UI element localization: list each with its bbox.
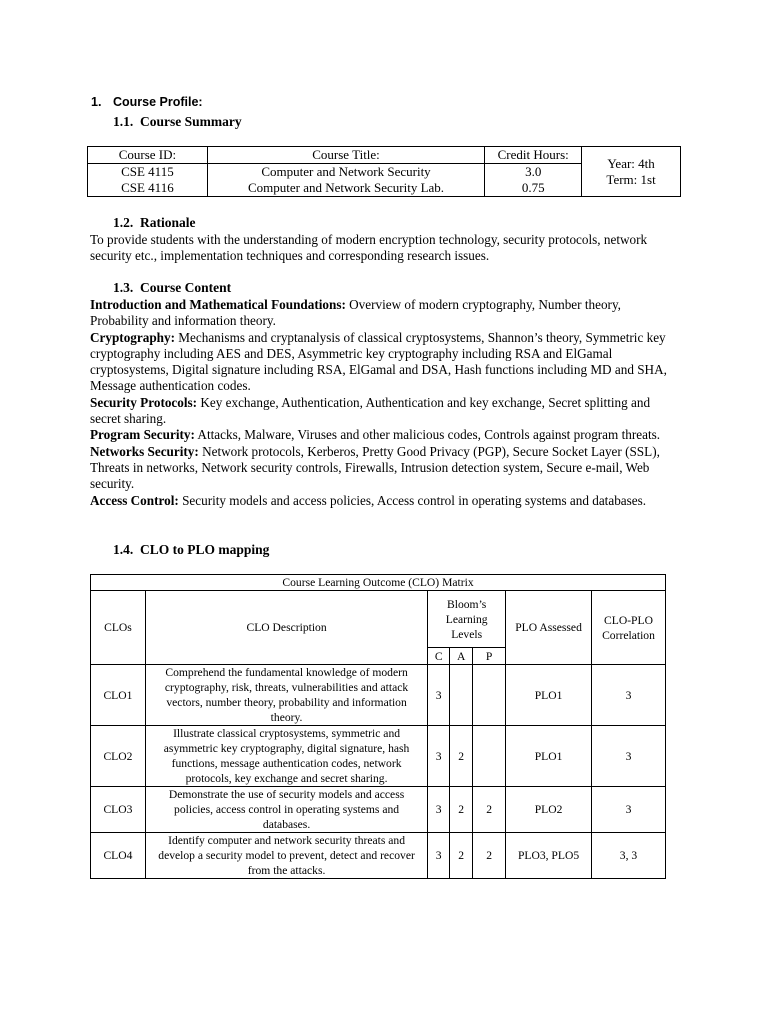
clo-description-cell: Illustrate classical cryptosystems, symmetric and asymmetric key cryptography, digital signature, hash functions, message authentication codes, network protocols, key exchange and secret sharing. [145,726,427,787]
correlation-cell: 3 [591,726,665,787]
header-clo-plo-correlation: CLO-PLO Correlation [591,591,665,665]
subsection-number: 1.3. [113,280,134,295]
header-course-id: Course ID: [88,147,208,164]
section-heading-course-profile [91,94,203,110]
subsection-title: CLO to PLO mapping [140,542,270,557]
rationale-text: To provide students with the understanding of modern encryption technology, security protocols, network security etc., implementation techniques and corresponding research issues. [90,232,648,264]
clo-matrix-table [90,574,666,879]
content-item-text: Mechanisms and cryptanalysis of classical cryptosystems, Shannon’s theory, Symmetric key cryptography including AES and DES, Asymmetric key cryptography including RSA and ElGamal cryptosystems, Digital signature including RSA, ElGamal and DSA, Hash functions including MD and SHA, Message authentication codes. [90,329,667,394]
content-item-label: Networks Security: [90,443,199,459]
content-item [90,444,682,493]
content-item-text: Overview of modern cryptography, Number theory, Probability and information theory. [90,297,621,329]
level-c-cell: 3 [428,833,450,879]
correlation-cell: 3 [591,665,665,726]
subsection-number: 1.2. [113,215,134,230]
table-row [91,665,666,726]
section-title: Course Profile: [113,95,203,109]
level-a-cell [450,665,473,726]
plo-assessed-cell: PLO1 [506,665,592,726]
clo-id-cell: CLO4 [91,833,146,879]
plo-assessed-cell: PLO2 [506,787,592,833]
header-clo-description: CLO Description [145,591,427,665]
clo-description-cell: Demonstrate the use of security models and access policies, access control in operating systems and databases. [145,787,427,833]
subsection-title: Rationale [140,215,196,230]
table-row [91,726,666,787]
content-item-label: Cryptography: [90,329,175,345]
correlation-cell: 3 [591,787,665,833]
content-item [90,297,682,330]
content-item [90,330,682,395]
subsection-heading-clo-plo-mapping [113,542,269,558]
matrix-title-row [91,575,666,591]
header-clos: CLOs [91,591,146,665]
content-item-text: Security models and access policies, Access control in operating systems and databases. [178,492,647,508]
subsection-number: 1.4. [113,542,134,557]
course-title-cell: Computer and Network Security [207,164,484,181]
level-c-cell: 3 [428,726,450,787]
course-title-cell: Computer and Network Security Lab. [207,180,484,197]
content-item-text: Network protocols, Kerberos, Pretty Good Privacy (PGP), Secure Socket Layer (SSL), Threats in networks, Network security controls, Firewalls, Intrusion detection system, Secure e-mail, Web security. [90,443,660,492]
course-id-cell: CSE 4116 [88,180,208,197]
subsection-number: 1.1. [113,114,134,129]
content-item-label: Introduction and Mathematical Foundations: [90,297,346,312]
course-id-cell: CSE 4115 [88,164,208,181]
level-a-cell: 2 [450,833,473,879]
term-label: Term: 1st [606,171,656,187]
header-plo-assessed: PLO Assessed [506,591,592,665]
clo-description-cell: Identify computer and network security threats and develop a security model to prevent, detect and recover from the attacks. [145,833,427,879]
level-c-cell: 3 [428,787,450,833]
section-number: 1. [91,95,102,109]
clo-id-cell: CLO3 [91,787,146,833]
level-p-cell: 2 [473,833,506,879]
content-item-label: Security Protocols: [90,394,198,410]
matrix-header-row [91,591,666,648]
content-item [90,427,682,443]
content-item-text: Attacks, Malware, Viruses and other malicious codes, Controls against program threats. [194,427,661,443]
content-item [90,493,682,509]
subsection-heading-rationale [113,215,196,231]
matrix-title: Course Learning Outcome (CLO) Matrix [91,575,666,591]
plo-assessed-cell: PLO1 [506,726,592,787]
year-term-cell [582,147,681,197]
header-c: C [428,648,450,665]
subsection-title: Course Summary [140,114,242,129]
header-credit-hours: Credit Hours: [485,147,582,164]
content-item-label: Program Security: [90,427,195,443]
header-blooms-levels: Bloom’s Learning Levels [428,591,506,648]
subsection-title: Course Content [140,280,232,295]
correlation-cell: 3, 3 [591,833,665,879]
course-content-list [90,297,682,509]
content-item-label: Access Control: [90,492,179,508]
clo-id-cell: CLO1 [91,665,146,726]
subsection-heading-course-content [113,280,231,296]
table-row [91,833,666,879]
level-a-cell: 2 [450,787,473,833]
plo-assessed-cell: PLO3, PLO5 [506,833,592,879]
header-p: P [473,648,506,665]
year-label: Year: 4th [607,156,655,171]
clo-description-cell: Comprehend the fundamental knowledge of modern cryptography, risk, threats, vulnerabilities and attack vectors, number theory, probability and information theory. [145,665,427,726]
course-summary-table [87,146,681,197]
clo-id-cell: CLO2 [91,726,146,787]
content-item-text: Key exchange, Authentication, Authentication and key exchange, Secret splitting and secret sharing. [90,394,651,427]
table-row [91,787,666,833]
header-a: A [450,648,473,665]
level-p-cell [473,726,506,787]
level-a-cell: 2 [450,726,473,787]
table-header-row [88,147,681,164]
header-course-title: Course Title: [207,147,484,164]
credit-hours-cell: 0.75 [485,180,582,197]
level-p-cell [473,665,506,726]
subsection-heading-course-summary [113,114,242,130]
level-c-cell: 3 [428,665,450,726]
content-item [90,395,682,428]
credit-hours-cell: 3.0 [485,164,582,181]
level-p-cell: 2 [473,787,506,833]
